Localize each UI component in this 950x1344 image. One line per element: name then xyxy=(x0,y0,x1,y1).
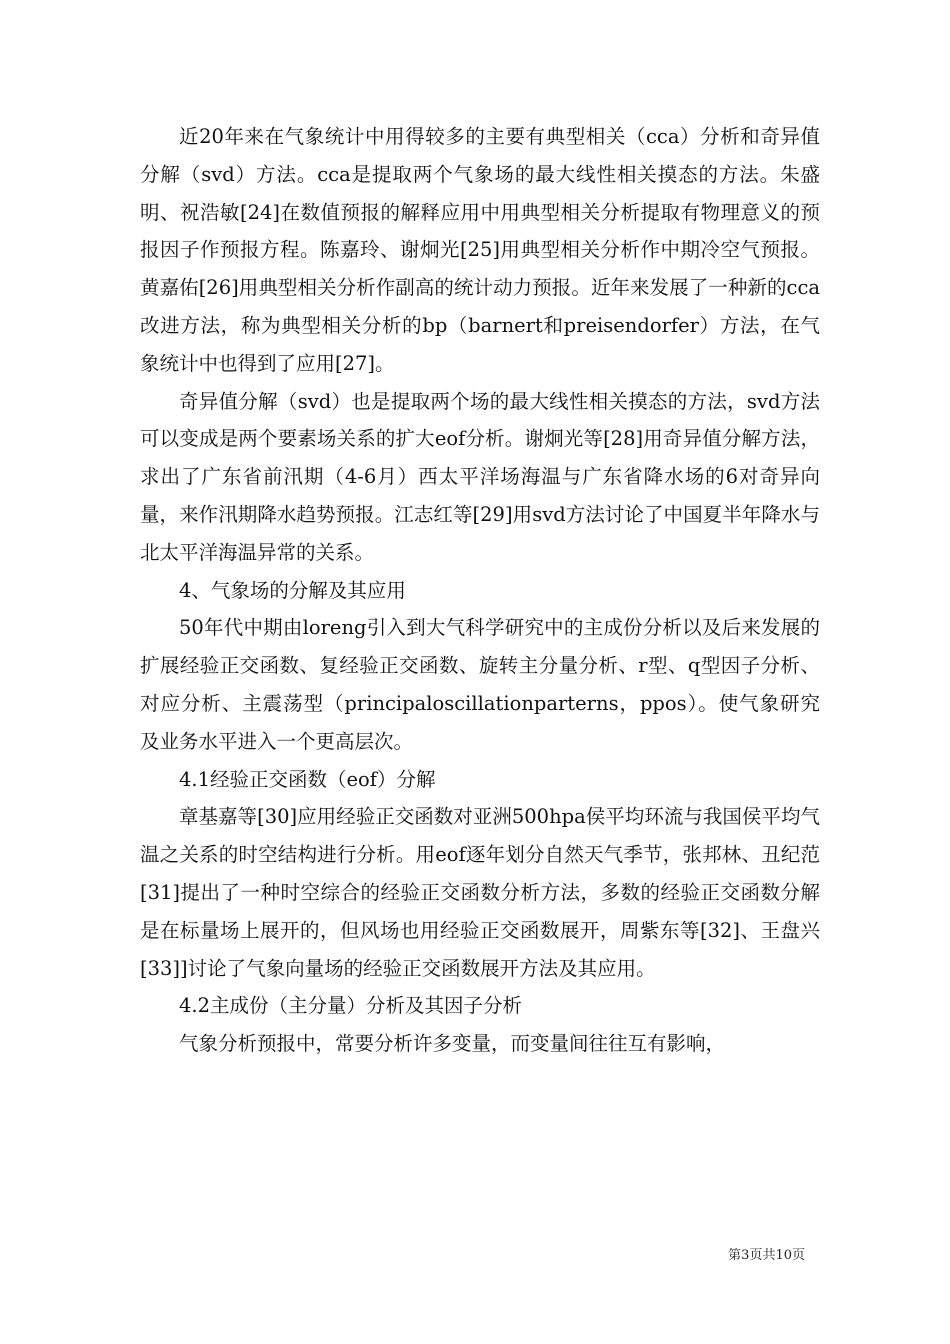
section-heading-4-1: 4.1经验正交函数（eof）分解 xyxy=(179,767,436,791)
paragraph-svd: 奇异值分解（svd）也是提取两个场的最大线性相关摸态的方法，svd方法可以变成是两个要素场关系的扩大eof分析。谢炯光等[28]用奇异值分解方法，求出了广东省前汛期（4-6月）西太平洋场海温与广东省降水场的6对奇异向量，来作汛期降水趋势预报。江志红等[29]用svd方法讨论了中国夏半年降水与北太平洋海温异常的关系。 xyxy=(140,389,820,564)
paragraph-field-decomposition: 50年代中期由loreng引入到大气科学研究中的主成份分析以及后来发展的扩展经验正交函数、复经验正交函数、旋转主分量分析、r型、q型因子分析、对应分析、主震荡型（principaloscillationparterns，ppos）。使气象研究及业务水平进入一个更高层次。 xyxy=(140,616,820,753)
body-text xyxy=(140,118,820,1063)
paragraph-cca-svd: 近20年来在气象统计中用得较多的主要有典型相关（cca）分析和奇异值分解（svd）方法。cca是提取两个气象场的最大线性相关摸态的方法。朱盛明、祝浩敏[24]在数值预报的解释应用中用典型相关分析提取有物理意义的预报因子作预报方程。陈嘉玲、谢炯光[25]用典型相关分析作中期冷空气预报。黄嘉佑[26]用典型相关分析作副高的统计动力预报。近年来发展了一种新的cca改进方法，称为典型相关分析的bp（barnert和preisendorfer）方法，在气象统计中也得到了应用[27]。 xyxy=(140,125,820,375)
section-heading-4-2: 4.2主成份（主分量）分析及其因子分析 xyxy=(179,994,523,1018)
paragraph-eof: 章基嘉等[30]应用经验正交函数对亚洲500hpa侯平均环流与我国侯平均气温之关系的时空结构进行分析。用eof逐年划分自然天气季节，张邦林、丑纪范[31]提出了一种时空综合的经验正交函数分析方法，多数的经验正交函数分解是在标量场上展开的，但风场也用经验正交函数展开，周紫东等[32]、王盘兴[33]]讨论了气象向量场的经验正交函数展开方法及其应用。 xyxy=(140,805,820,980)
section-heading-4: 4、气象场的分解及其应用 xyxy=(179,578,406,602)
paragraph-pca: 气象分析预报中，常要分析许多变量，而变量间往往互有影响， xyxy=(179,1032,726,1056)
page-number-footer: 第3页共10页 xyxy=(728,1248,805,1263)
